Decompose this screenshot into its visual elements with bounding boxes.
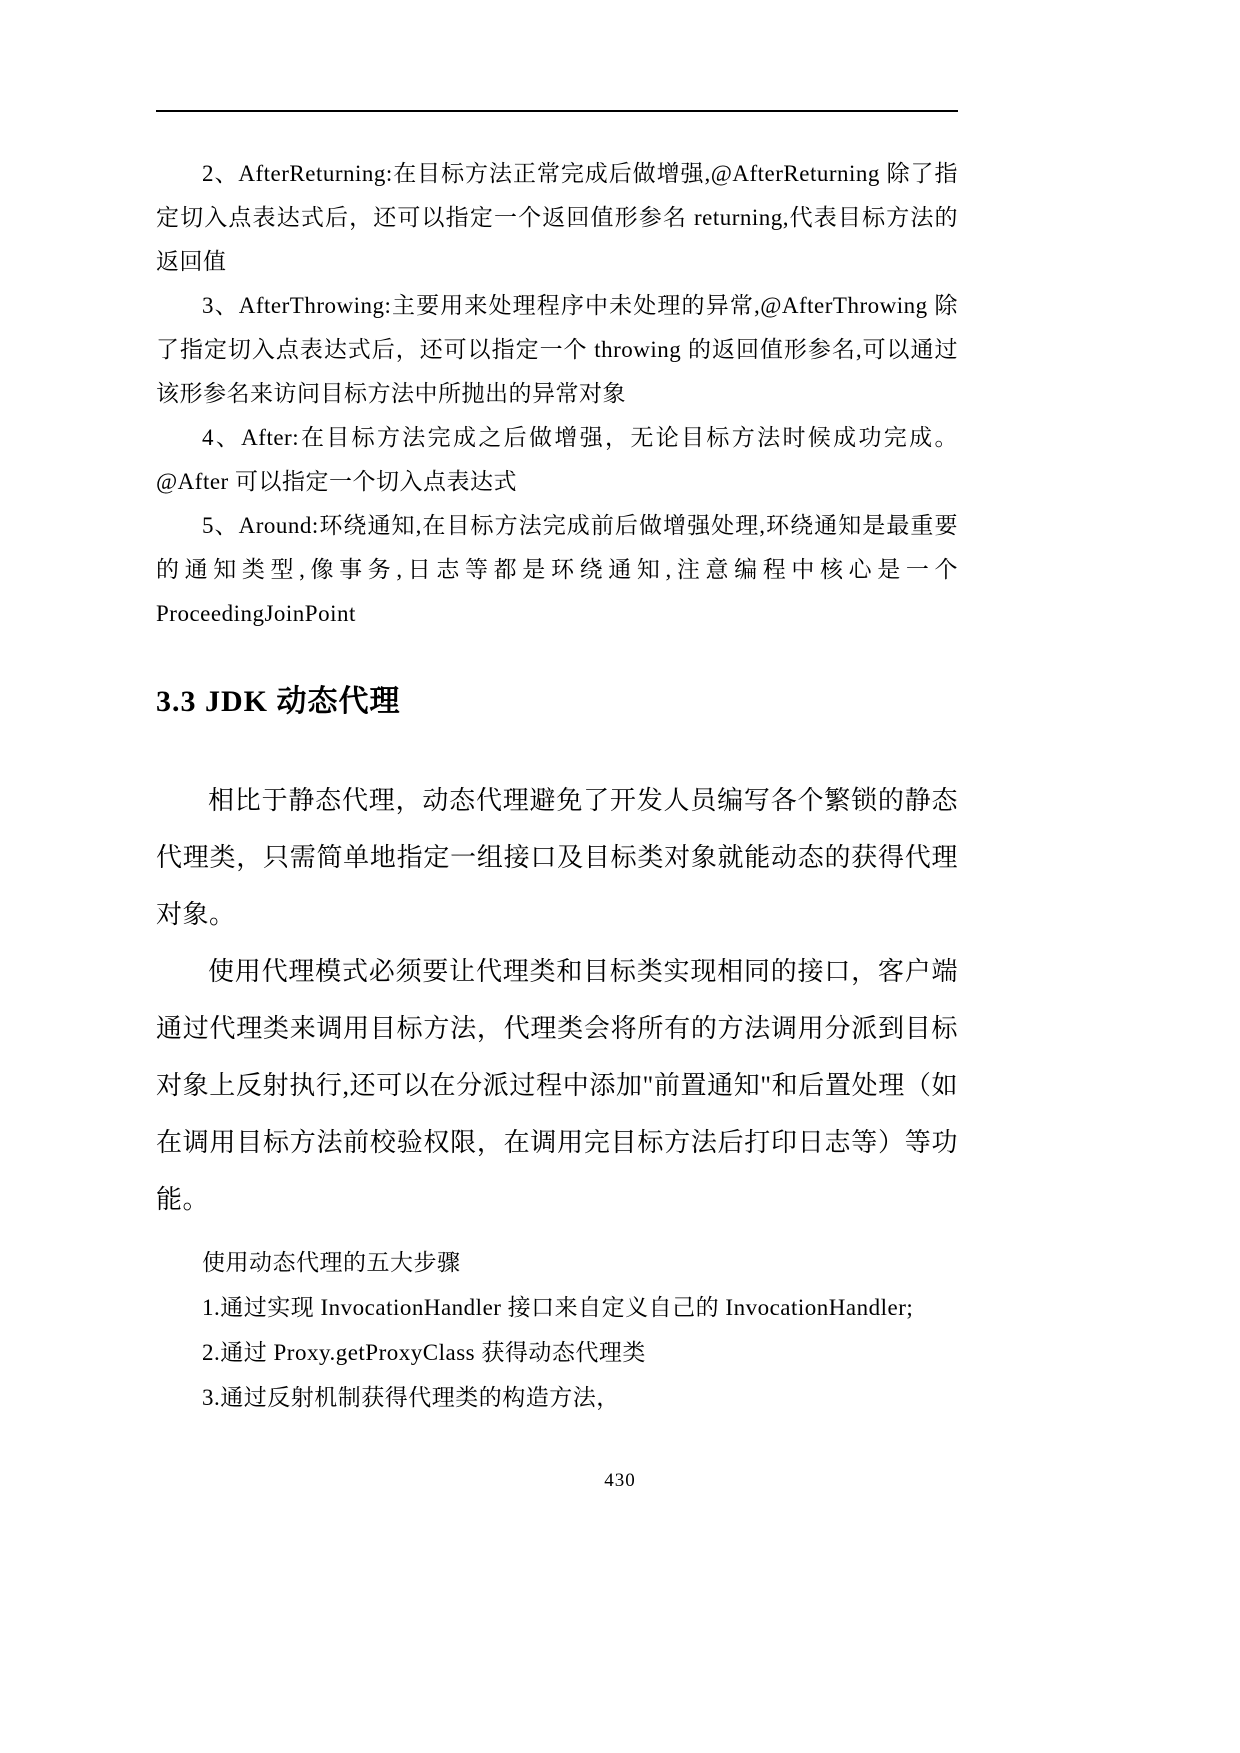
steps-intro: 使用动态代理的五大步骤 (202, 1250, 461, 1275)
paragraph-after: 4、After:在目标方法完成之后做增强，无论目标方法时候成功完成。@After 可以指定一个切入点表达式 (156, 425, 958, 494)
paragraph-proxy-pattern: 使用代理模式必须要让代理类和目标类实现相同的接口，客户端通过代理类来调用目标方法，代理类会将所有的方法调用分派到目标对象上反射执行,还可以在分派过程中添加"前置通知"和后置处理（如在调用目标方法前校验权限，在调用完目标方法后打印日志等）等功能。 (156, 957, 958, 1214)
page-content (156, 110, 958, 1420)
step-3: 3.通过反射机制获得代理类的构造方法， (202, 1385, 620, 1410)
step-2: 2.通过 Proxy.getProxyClass 获得动态代理类 (202, 1340, 646, 1365)
page-number: 430 (604, 1470, 636, 1491)
step-1: 1.通过实现 InvocationHandler 接口来自定义自己的 InvocationHandler; (202, 1295, 914, 1320)
steps-block (156, 1240, 958, 1420)
paragraph-dynamic-proxy-intro: 相比于静态代理，动态代理避免了开发人员编写各个繁锁的静态代理类，只需简单地指定一组接口及目标类对象就能动态的获得代理对象。 (156, 786, 958, 929)
paragraph-after-throwing: 3、AfterThrowing:主要用来处理程序中未处理的异常,@AfterThrowing 除了指定切入点表达式后，还可以指定一个 throwing 的返回值形参名,可以通过该形参名来访问目标方法中所抛出的异常对象 (156, 293, 958, 406)
section-heading: 3.3 JDK 动态代理 (156, 685, 401, 718)
paragraph-after-returning: 2、AfterReturning:在目标方法正常完成后做增强,@AfterReturning 除了指定切入点表达式后，还可以指定一个返回值形参名 returning,代表目标方法的返回值 (156, 161, 958, 274)
header-rule (156, 110, 958, 112)
paragraph-around: 5、Around:环绕通知,在目标方法完成前后做增强处理,环绕通知是最重要的通知类型,像事务,日志等都是环绕通知,注意编程中核心是一个 ProceedingJoinPoint (156, 513, 958, 626)
